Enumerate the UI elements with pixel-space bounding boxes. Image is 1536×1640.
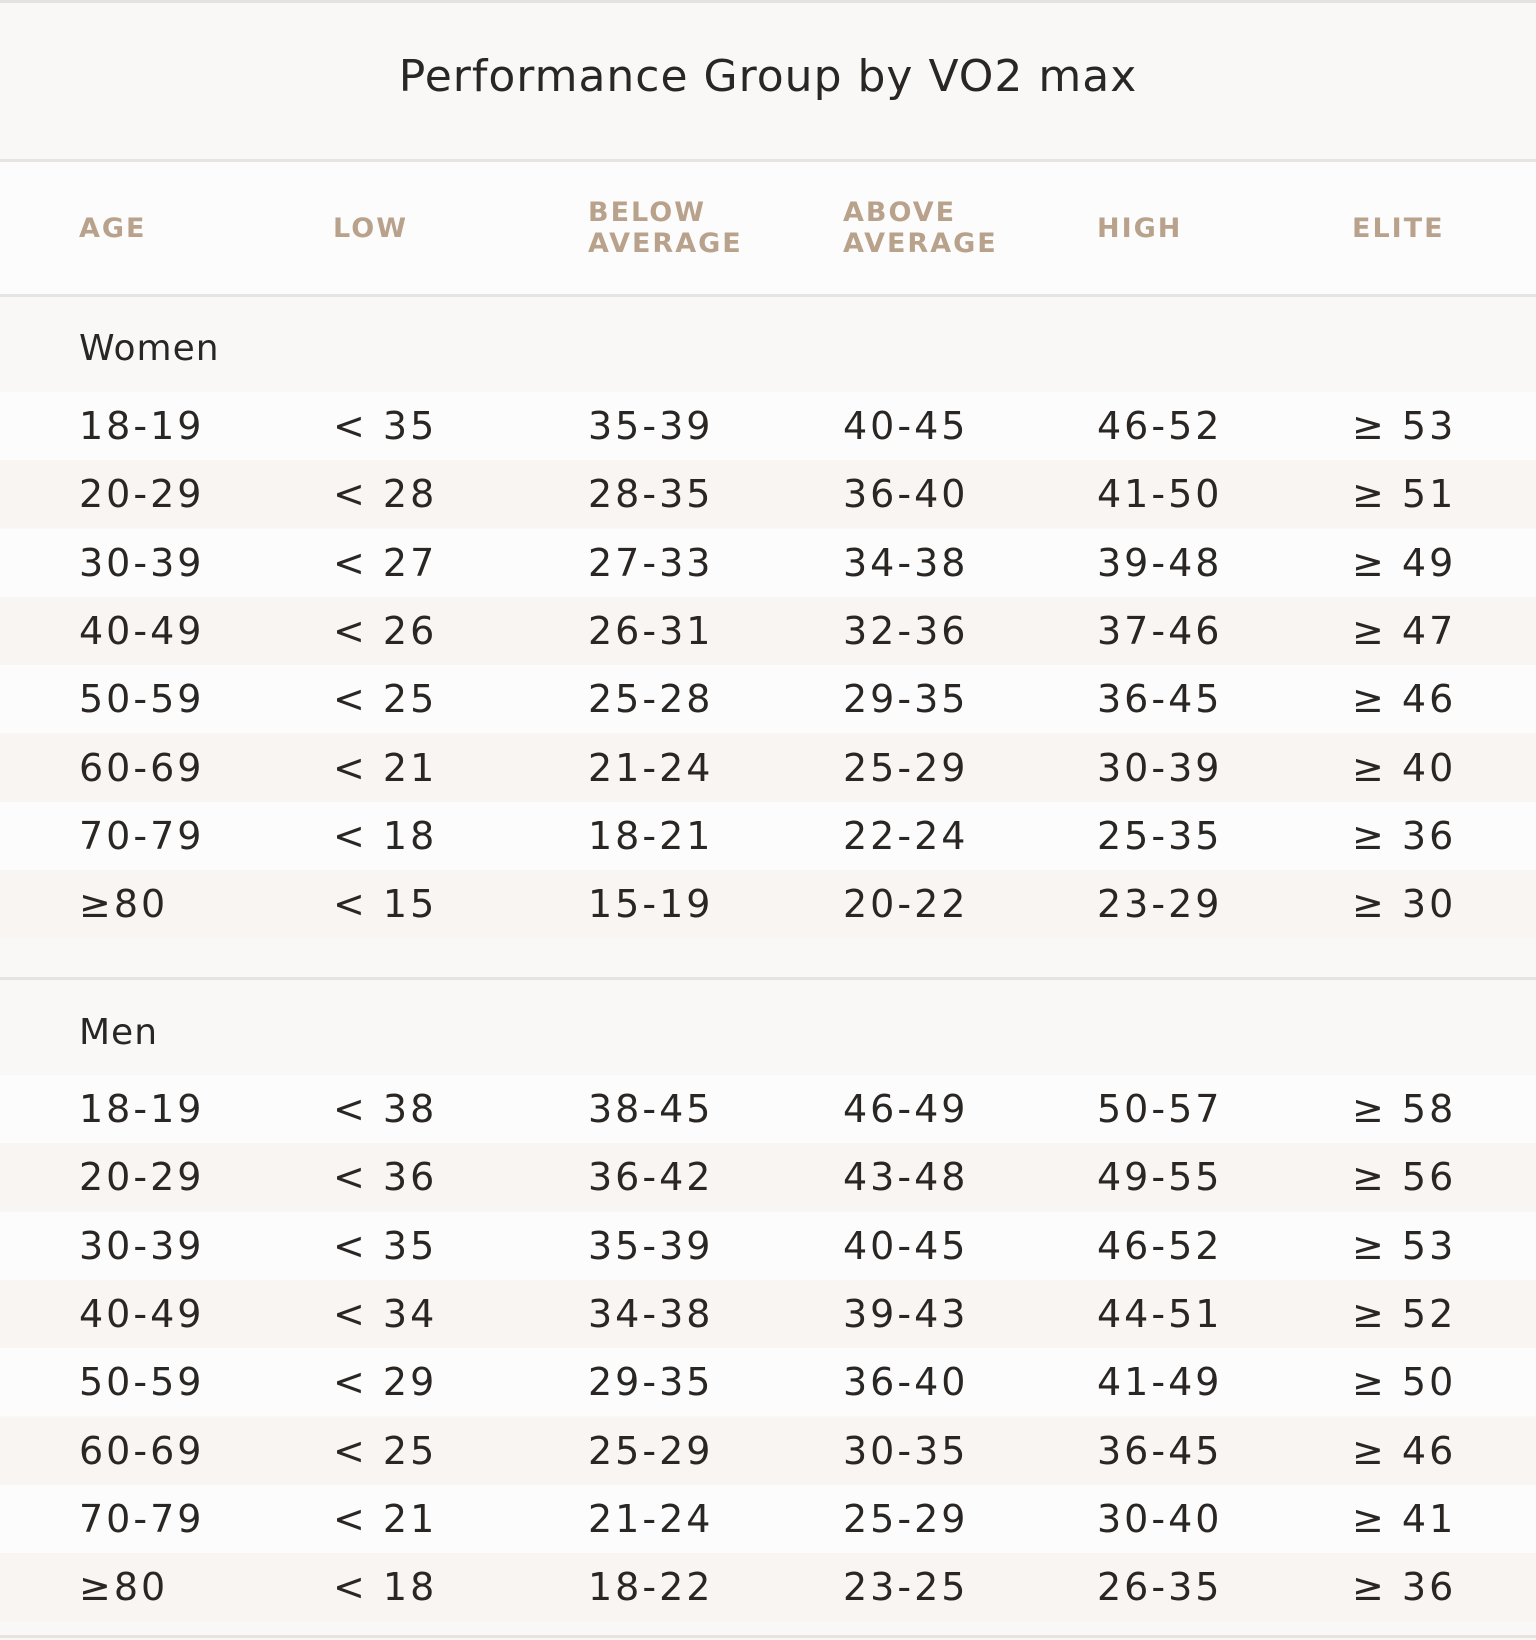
- column-header-below-average: BELOW AVERAGE: [588, 197, 743, 259]
- table-row: [0, 734, 1536, 802]
- cell-above-average: 34-38: [843, 540, 969, 585]
- table-row: [0, 1348, 1536, 1416]
- cell-elite: ≥ 52: [1352, 1291, 1457, 1336]
- cell-high: 30-40: [1097, 1496, 1223, 1541]
- table-row: [0, 597, 1536, 665]
- column-header-low: LOW: [333, 212, 408, 244]
- cell-elite: ≥ 46: [1352, 1428, 1457, 1473]
- cell-low: < 18: [333, 813, 438, 858]
- cell-above-average: 40-45: [843, 1223, 969, 1268]
- cell-above-average: 40-45: [843, 404, 969, 448]
- column-header-age: AGE: [79, 212, 147, 244]
- title-bar: [0, 3, 1536, 162]
- cell-high: 46-52: [1097, 1223, 1223, 1268]
- cell-low: < 21: [333, 745, 438, 790]
- cell-high: 36-45: [1097, 677, 1223, 722]
- cell-high: 49-55: [1097, 1155, 1223, 1200]
- column-header-above-average: ABOVE AVERAGE: [843, 197, 998, 259]
- cell-above-average: 43-48: [843, 1155, 969, 1200]
- cell-age: 20-29: [79, 472, 205, 517]
- cell-age: 70-79: [79, 1496, 205, 1541]
- cell-above-average: 30-35: [843, 1428, 969, 1473]
- table-row: [0, 870, 1536, 938]
- cell-elite: ≥ 30: [1352, 882, 1457, 927]
- cell-below-average: 38-45: [588, 1087, 714, 1131]
- cell-age: 40-49: [79, 1291, 205, 1336]
- cell-low: < 38: [333, 1087, 438, 1131]
- cell-above-average: 25-29: [843, 1496, 969, 1541]
- cell-age: 20-29: [79, 1155, 205, 1200]
- cell-low: < 28: [333, 472, 438, 517]
- cell-high: 41-49: [1097, 1360, 1223, 1405]
- cell-low: < 35: [333, 404, 438, 448]
- cell-above-average: 36-40: [843, 472, 969, 517]
- cell-elite: ≥ 36: [1352, 813, 1457, 858]
- cell-high: 46-52: [1097, 404, 1223, 448]
- cell-below-average: 18-22: [588, 1565, 714, 1610]
- cell-above-average: 32-36: [843, 608, 969, 653]
- cell-high: 36-45: [1097, 1428, 1223, 1473]
- table-row: [0, 529, 1536, 597]
- cell-below-average: 25-28: [588, 677, 714, 722]
- cell-high: 39-48: [1097, 540, 1223, 585]
- cell-high: 37-46: [1097, 608, 1223, 653]
- cell-high: 44-51: [1097, 1291, 1223, 1336]
- cell-elite: ≥ 46: [1352, 677, 1457, 722]
- cell-low: < 18: [333, 1565, 438, 1610]
- table-row: [0, 1485, 1536, 1553]
- bottom-rule: [0, 1635, 1536, 1638]
- table-row: [0, 1075, 1536, 1143]
- cell-high: 26-35: [1097, 1565, 1223, 1610]
- cell-age: 60-69: [79, 745, 205, 790]
- cell-low: < 29: [333, 1360, 438, 1405]
- cell-above-average: 25-29: [843, 745, 969, 790]
- cell-age: ≥80: [79, 1565, 169, 1610]
- cell-high: 30-39: [1097, 745, 1223, 790]
- cell-low: < 25: [333, 677, 438, 722]
- cell-age: 18-19: [79, 1087, 205, 1131]
- cell-below-average: 25-29: [588, 1428, 714, 1473]
- column-header-elite: ELITE: [1352, 212, 1445, 244]
- cell-below-average: 36-42: [588, 1155, 714, 1200]
- cell-elite: ≥ 40: [1352, 745, 1457, 790]
- cell-elite: ≥ 36: [1352, 1565, 1457, 1610]
- table-header: [0, 162, 1536, 297]
- cell-high: 23-29: [1097, 882, 1223, 927]
- cell-low: < 26: [333, 608, 438, 653]
- cell-low: < 21: [333, 1496, 438, 1541]
- cell-low: < 15: [333, 882, 438, 927]
- cell-age: ≥80: [79, 882, 169, 927]
- cell-low: < 36: [333, 1155, 438, 1200]
- cell-above-average: 23-25: [843, 1565, 969, 1610]
- cell-below-average: 26-31: [588, 608, 714, 653]
- cell-below-average: 29-35: [588, 1360, 714, 1405]
- cell-below-average: 35-39: [588, 404, 714, 448]
- cell-elite: ≥ 53: [1352, 404, 1457, 448]
- cell-age: 18-19: [79, 404, 205, 448]
- cell-elite: ≥ 58: [1352, 1087, 1457, 1131]
- cell-above-average: 39-43: [843, 1291, 969, 1336]
- table-row: [0, 1553, 1536, 1621]
- table-row: [0, 1417, 1536, 1485]
- cell-below-average: 34-38: [588, 1291, 714, 1336]
- cell-above-average: 22-24: [843, 813, 969, 858]
- cell-age: 30-39: [79, 1223, 205, 1268]
- cell-below-average: 35-39: [588, 1223, 714, 1268]
- cell-elite: ≥ 56: [1352, 1155, 1457, 1200]
- cell-below-average: 15-19: [588, 882, 714, 927]
- cell-high: 41-50: [1097, 472, 1223, 517]
- cell-age: 30-39: [79, 540, 205, 585]
- cell-low: < 25: [333, 1428, 438, 1473]
- cell-elite: ≥ 47: [1352, 608, 1457, 653]
- table-row: [0, 1280, 1536, 1348]
- cell-high: 25-35: [1097, 813, 1223, 858]
- cell-age: 70-79: [79, 813, 205, 858]
- cell-elite: ≥ 49: [1352, 540, 1457, 585]
- cell-above-average: 36-40: [843, 1360, 969, 1405]
- section-divider: [0, 977, 1536, 980]
- cell-elite: ≥ 50: [1352, 1360, 1457, 1405]
- cell-elite: ≥ 51: [1352, 472, 1457, 517]
- cell-high: 50-57: [1097, 1087, 1223, 1131]
- table-row: [0, 665, 1536, 733]
- cell-below-average: 21-24: [588, 1496, 714, 1541]
- cell-age: 50-59: [79, 1360, 205, 1405]
- table-row: [0, 392, 1536, 460]
- cell-below-average: 27-33: [588, 540, 714, 585]
- cell-below-average: 21-24: [588, 745, 714, 790]
- cell-low: < 34: [333, 1291, 438, 1336]
- cell-elite: ≥ 53: [1352, 1223, 1457, 1268]
- cell-age: 60-69: [79, 1428, 205, 1473]
- cell-above-average: 46-49: [843, 1087, 969, 1131]
- cell-below-average: 28-35: [588, 472, 714, 517]
- section-label-women: Women: [79, 328, 220, 369]
- table-row: [0, 1143, 1536, 1211]
- table-row: [0, 460, 1536, 528]
- page-title: Performance Group by VO2 max: [398, 50, 1138, 102]
- column-header-high: HIGH: [1097, 212, 1183, 244]
- cell-low: < 27: [333, 540, 438, 585]
- cell-age: 50-59: [79, 677, 205, 722]
- cell-above-average: 20-22: [843, 882, 969, 927]
- cell-low: < 35: [333, 1223, 438, 1268]
- section-label-men: Men: [79, 1012, 159, 1053]
- table-row: [0, 1212, 1536, 1280]
- cell-elite: ≥ 41: [1352, 1496, 1457, 1541]
- cell-below-average: 18-21: [588, 813, 714, 858]
- cell-above-average: 29-35: [843, 677, 969, 722]
- table-row: [0, 802, 1536, 870]
- cell-age: 40-49: [79, 608, 205, 653]
